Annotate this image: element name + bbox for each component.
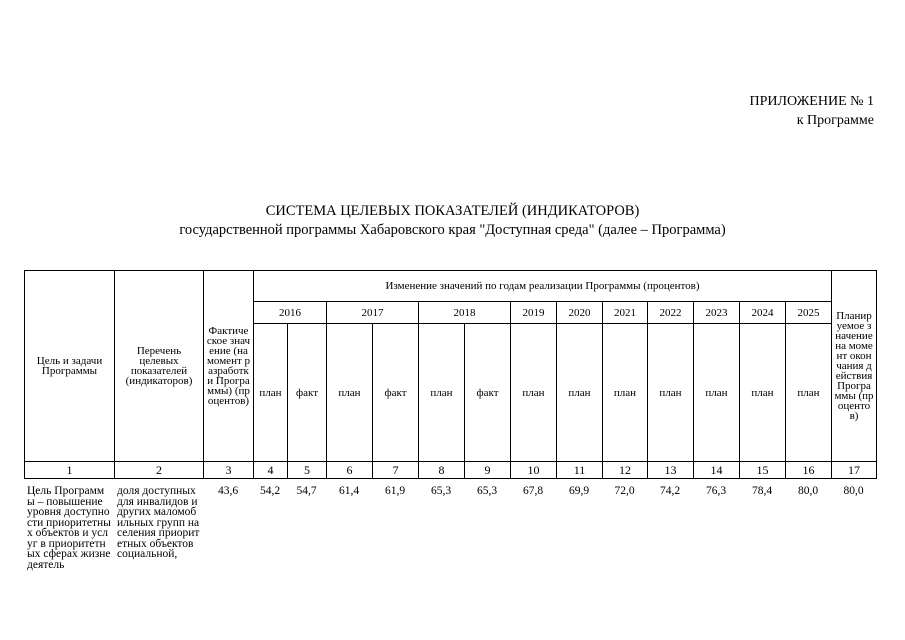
planned-value-cell: 80,0 (843, 485, 864, 497)
column-number: 15 (740, 462, 786, 479)
actual-value-cell: 43,6 (217, 485, 239, 497)
column-number: 13 (648, 462, 694, 479)
appendix-reference: к Программе (796, 113, 874, 128)
document-title (0, 202, 905, 240)
plan-header: план (557, 324, 603, 462)
indicator-cell: доля доступных для инвалидов и других маломобильных групп населения приоритетных объектов социальной, (117, 485, 200, 560)
year-header: 2020 (557, 302, 603, 324)
plan-header: план (254, 324, 288, 462)
value-cell: 61,4 (338, 485, 360, 497)
plan-header: план (648, 324, 694, 462)
value-cell: 67,8 (522, 485, 544, 497)
year-header: 2022 (648, 302, 694, 324)
value-cell: 69,9 (568, 485, 590, 497)
year-header: 2019 (511, 302, 557, 324)
plan-header: план (740, 324, 786, 462)
column-number: 4 (254, 462, 288, 479)
header-actual: Фактическое значение (на момент разработки Программы) (процентов) (204, 271, 254, 462)
plan-header: план (511, 324, 557, 462)
appendix-number: ПРИЛОЖЕНИЕ № 1 (749, 94, 874, 109)
header-planned: Планируемое значение на момент окончания действия Программы (процентов) (832, 271, 877, 462)
indicators-table-body (24, 486, 876, 570)
value-cell: 54,2 (259, 485, 281, 497)
title-line-2: государственной программы Хабаровского края "Доступная среда" (далее – Программа) (179, 222, 726, 238)
header-goal: Цель и задачи Программы (25, 271, 115, 462)
table-row (24, 486, 876, 570)
value-cell: 78,4 (751, 485, 773, 497)
header-indicators: Перечень целевых показателей (индикаторов) (115, 271, 204, 462)
column-number: 2 (115, 462, 204, 479)
value-cell: 80,0 (797, 485, 819, 497)
year-header: 2017 (327, 302, 419, 324)
value-cell: 65,3 (476, 485, 498, 497)
fact-header: факт (288, 324, 327, 462)
column-number: 16 (786, 462, 832, 479)
year-header: 2021 (603, 302, 648, 324)
year-header: 2024 (740, 302, 786, 324)
value-cell: 76,3 (705, 485, 727, 497)
column-number: 1 (25, 462, 115, 479)
column-number: 10 (511, 462, 557, 479)
column-number: 9 (465, 462, 511, 479)
column-number: 5 (288, 462, 327, 479)
year-header: 2025 (786, 302, 832, 324)
header-changes: Изменение значений по годам реализации Программы (процентов) (254, 271, 832, 302)
year-header: 2023 (694, 302, 740, 324)
appendix-label (750, 92, 875, 130)
column-number: 7 (373, 462, 419, 479)
column-number: 17 (832, 462, 877, 479)
plan-header: план (694, 324, 740, 462)
column-number: 14 (694, 462, 740, 479)
value-cell: 61,9 (384, 485, 406, 497)
fact-header: факт (465, 324, 511, 462)
column-number: 8 (419, 462, 465, 479)
value-cell: 54,7 (296, 485, 317, 497)
plan-header: план (603, 324, 648, 462)
year-header: 2018 (419, 302, 511, 324)
column-number: 12 (603, 462, 648, 479)
value-cell: 72,0 (614, 485, 635, 497)
year-header: 2016 (254, 302, 327, 324)
plan-header: план (786, 324, 832, 462)
value-cell: 65,3 (430, 485, 452, 497)
value-cell: 74,2 (659, 485, 681, 497)
goal-cell: Цель Программы – повышение уровня доступности приоритетных объектов и услуг в приоритетных сферах жизнедеятель (27, 485, 111, 571)
plan-header: план (419, 324, 465, 462)
column-number: 6 (327, 462, 373, 479)
title-line-1: СИСТЕМА ЦЕЛЕВЫХ ПОКАЗАТЕЛЕЙ (ИНДИКАТОРОВ) (265, 203, 640, 219)
fact-header: факт (373, 324, 419, 462)
column-number: 11 (557, 462, 603, 479)
plan-header: план (327, 324, 373, 462)
indicators-table-header (24, 270, 877, 479)
column-number: 3 (204, 462, 254, 479)
